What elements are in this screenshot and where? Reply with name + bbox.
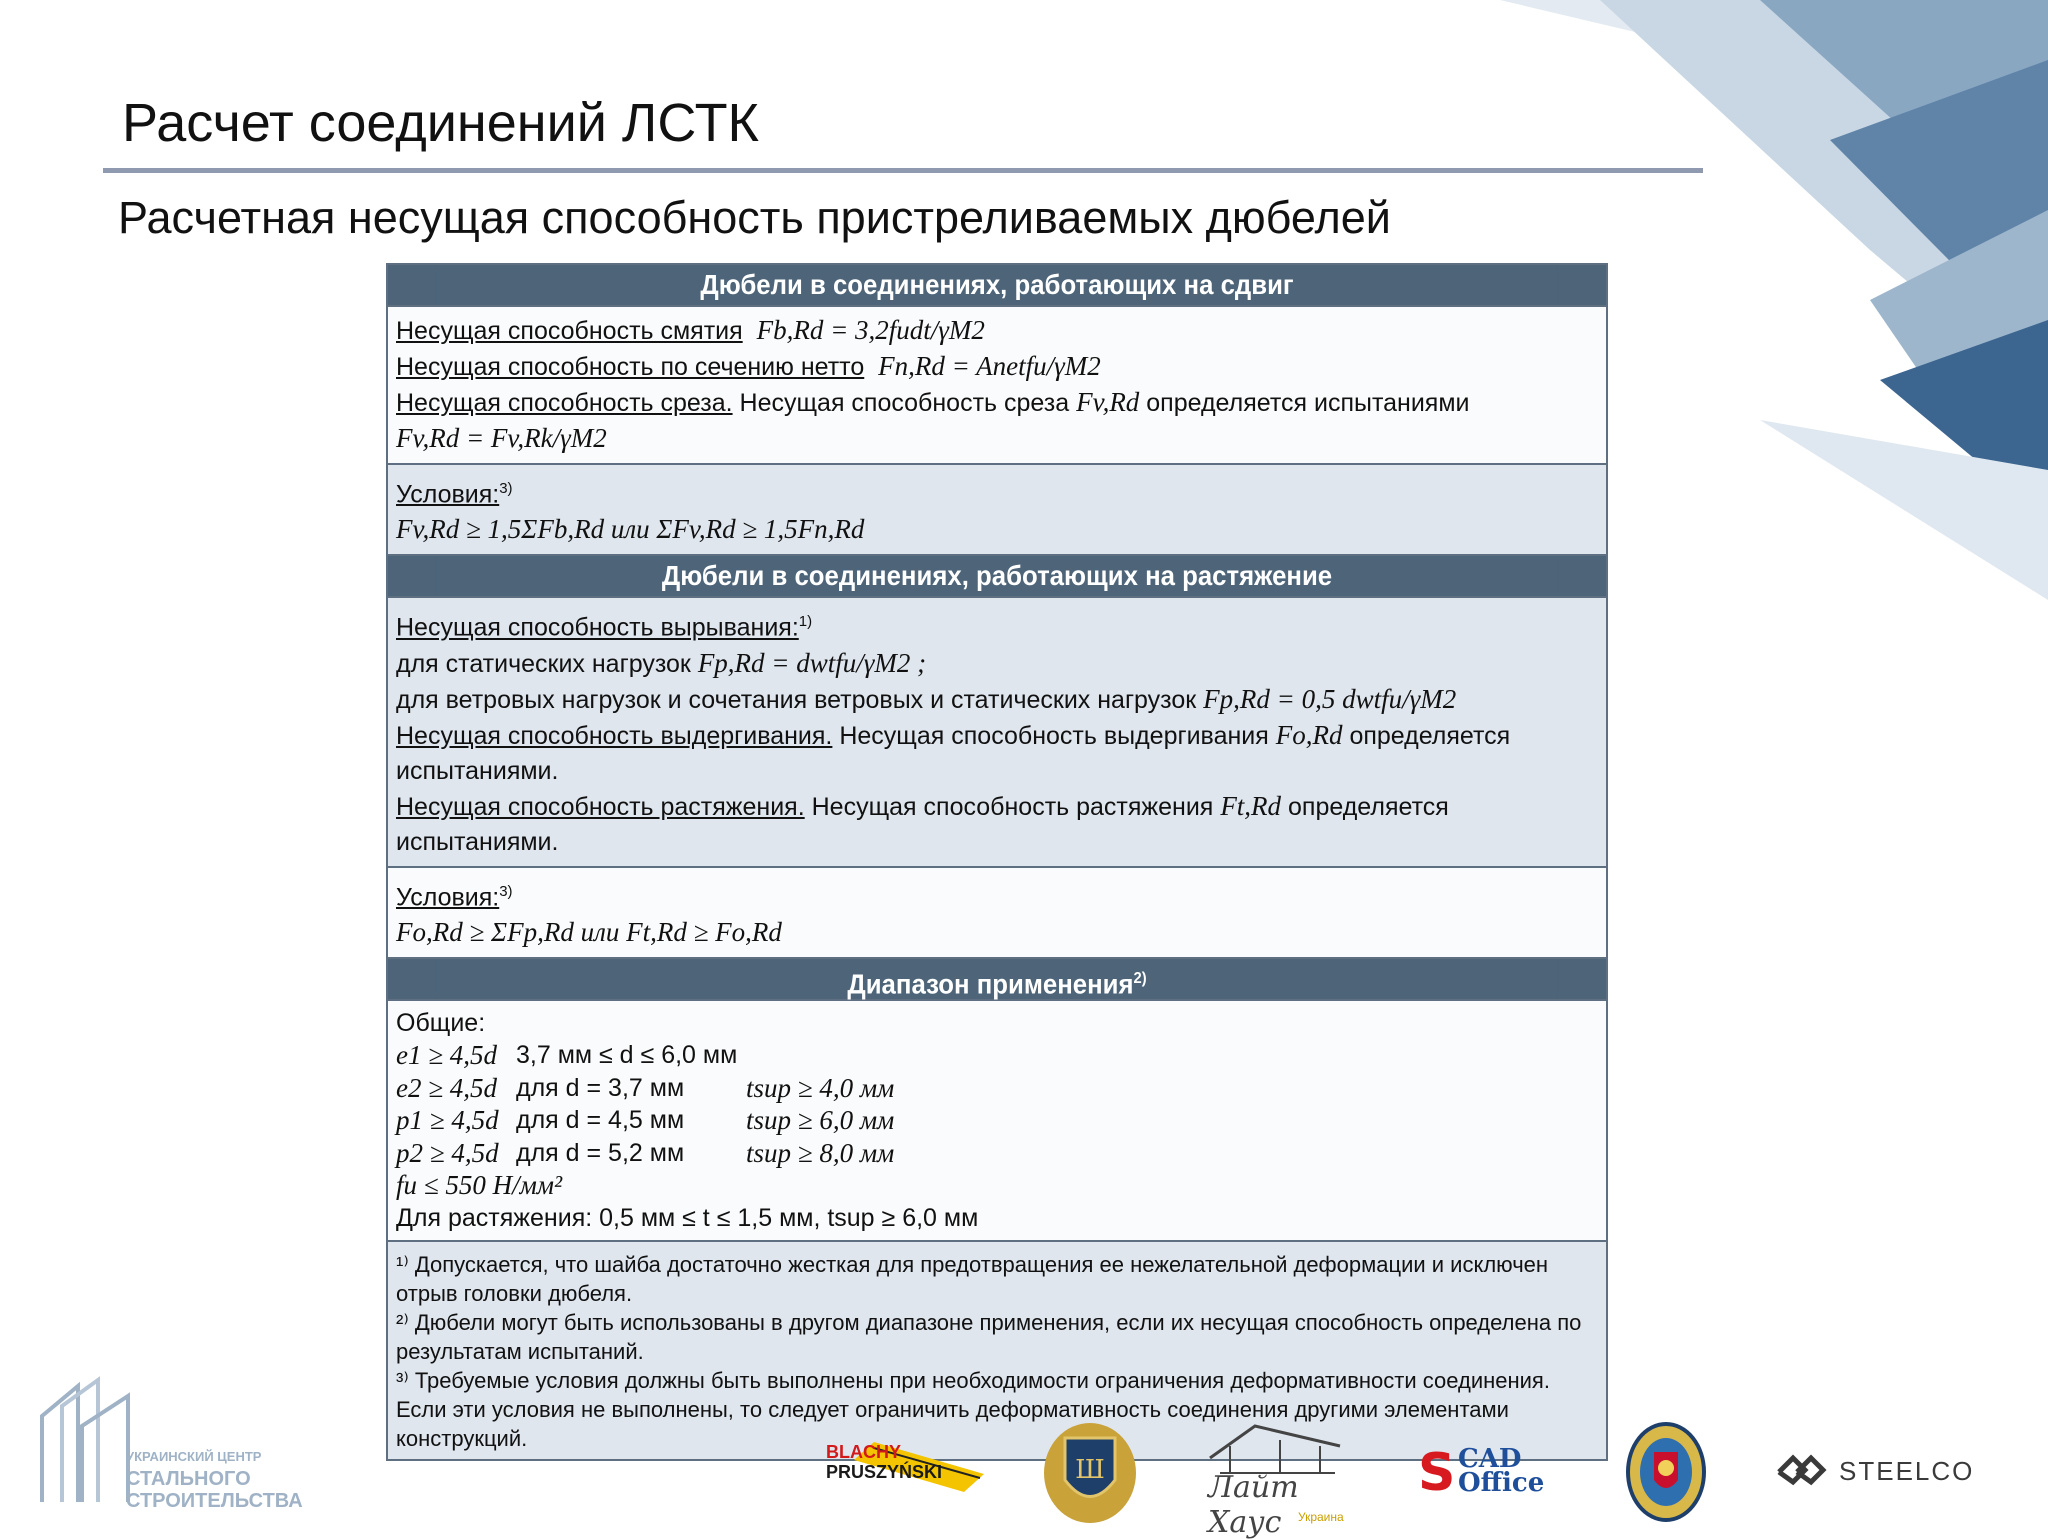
shear-text-a: Несущая способность среза bbox=[739, 389, 1070, 417]
steelco-logo bbox=[1775, 1452, 1975, 1492]
tensile-symbol: Ft,Rd bbox=[1220, 790, 1282, 821]
steelco-text: STEELCO bbox=[1839, 1456, 1975, 1486]
steelco-mark-icon bbox=[1775, 1454, 1827, 1490]
range-cell-a: p2 ≥ 4,5d bbox=[396, 1137, 499, 1168]
tension-conditions-note: 3) bbox=[499, 882, 513, 900]
range-cell-a: e2 ≥ 4,5d bbox=[396, 1072, 498, 1103]
cad-text: CAD bbox=[1458, 1444, 1522, 1474]
tension-conditions-formula: Fo,Rd ≥ ΣFp,Rd или Ft,Rd ≥ Fo,Rd bbox=[396, 916, 782, 947]
range-header-text: Диапазон применения bbox=[847, 968, 1134, 1000]
wind-load-formula: Fp,Rd = 0,5 dwtfu/γM2 bbox=[1203, 683, 1457, 714]
ucsc-logo-icon bbox=[38, 1376, 138, 1506]
tension-header-bar bbox=[388, 554, 1606, 596]
house-icon bbox=[1200, 1418, 1350, 1478]
shear-header-bar bbox=[388, 265, 1606, 305]
range-tension: Для растяжения: 0,5 мм ≤ t ≤ 1,5 мм, tsup ≥ 6,0 мм bbox=[396, 1203, 979, 1232]
pullout-symbol: Fo,Rd bbox=[1275, 719, 1343, 750]
pullthrough-label: Несущая способность вырывания: bbox=[396, 613, 799, 642]
page-title: Расчет соединений ЛСТК bbox=[122, 93, 760, 153]
footnote-1: ¹⁾ Допускается, что шайба достаточно жесткая для предотвращения ее нежелательной деформации и исключен отрыв головки дюбеля. bbox=[396, 1252, 1549, 1307]
range-row bbox=[396, 1104, 1598, 1137]
bearing-label: Несущая способность смятия bbox=[396, 317, 743, 345]
range-cell-b: для d = 3,7 мм bbox=[516, 1073, 685, 1102]
ucsc-line3: СТРОИТЕЛЬСТВА bbox=[126, 1490, 303, 1512]
partner-logos bbox=[800, 1410, 2000, 1540]
static-load-formula: Fp,Rd = dwtfu/γM2 ; bbox=[697, 647, 927, 678]
range-header-note: 2) bbox=[1133, 969, 1147, 987]
shear-capacity-label: Несущая способность среза. bbox=[396, 389, 733, 417]
tension-conditions-label: Условия: bbox=[396, 882, 500, 911]
net-section-label: Несущая способность по сечению нетто bbox=[396, 353, 865, 381]
lait-haus-logo bbox=[1200, 1418, 1350, 1540]
range-row bbox=[396, 1137, 1598, 1170]
wind-load-text: для ветровых нагрузок и сочетания ветровых и статических нагрузок bbox=[396, 685, 1197, 714]
ucsc-line2: СТАЛЬНОГО bbox=[126, 1468, 251, 1490]
cad-office-logo bbox=[1418, 1444, 1558, 1504]
tension-formulas bbox=[388, 596, 1606, 865]
range-cell-b: для d = 4,5 мм bbox=[516, 1106, 685, 1135]
blachy-line2: PRUSZYŃSKI bbox=[826, 1462, 943, 1482]
cad-office-s-icon bbox=[1418, 1446, 1458, 1496]
range-cell-c: tsup ≥ 4,0 мм bbox=[746, 1072, 895, 1103]
shear-formula: Fv,Rd = Fv,Rk/γM2 bbox=[396, 423, 607, 453]
range-row bbox=[396, 1072, 1598, 1105]
pullout-text-a: Несущая способность выдергивания bbox=[839, 721, 1269, 750]
svg-text:Ш: Ш bbox=[1075, 1455, 1105, 1485]
tensile-text-a: Несущая способность растяжения bbox=[811, 792, 1214, 821]
footnote-3: ³⁾ Требуемые условия должны быть выполнены при необходимости ограничения деформативности соединения. Если эти условия не выполнены, то следует ограничить деформативность соединения другими элементами конструкций. bbox=[396, 1368, 1550, 1452]
range-cell-c: tsup ≥ 8,0 мм bbox=[746, 1137, 895, 1168]
lait-haus-subtext: Украина bbox=[1298, 1510, 1344, 1524]
range-cell-a: p1 ≥ 4,5d bbox=[396, 1105, 499, 1136]
page-subtitle: Расчетная несущая способность пристреливаемых дюбелей bbox=[118, 192, 1391, 243]
ucsc-logo-text bbox=[126, 1446, 303, 1512]
range-header bbox=[437, 959, 1558, 999]
shear-formulas bbox=[388, 305, 1606, 463]
shear-symbol: Fv,Rd bbox=[1076, 387, 1140, 417]
blachy-line1: BLACHY bbox=[826, 1442, 901, 1462]
shear-conditions-label: Условия: bbox=[396, 480, 500, 509]
tension-header: Дюбели в соединениях, работающих на растяжение bbox=[437, 556, 1558, 596]
university-crest-icon bbox=[1040, 1418, 1140, 1528]
shear-conditions-formula: Fv,Rd ≥ 1,5ΣFb,Rd или ΣFv,Rd ≥ 1,5Fn,Rd bbox=[396, 514, 865, 545]
range-general: Общие: bbox=[396, 1008, 486, 1037]
bearing-formula: Fb,Rd = 3,2fudt/γM2 bbox=[756, 315, 985, 345]
tension-conditions bbox=[388, 866, 1606, 957]
shear-conditions bbox=[388, 463, 1606, 554]
range-cell-b: для d = 5,2 мм bbox=[516, 1138, 685, 1167]
pullout-label: Несущая способность выдергивания. bbox=[396, 721, 833, 750]
pullthrough-note: 1) bbox=[798, 613, 813, 631]
range-row bbox=[396, 1039, 1598, 1072]
blachy-logo bbox=[814, 1442, 984, 1492]
title-divider bbox=[103, 168, 1703, 173]
shear-text-c: определяется испытаниями bbox=[1146, 389, 1470, 417]
tensile-label: Несущая способность растяжения. bbox=[396, 792, 805, 821]
regional-emblem-icon bbox=[1626, 1422, 1706, 1522]
pullout-text-d: испытаниями. bbox=[396, 756, 559, 785]
shear-header: Дюбели в соединениях, работающих на сдвиг bbox=[437, 265, 1558, 305]
pullout-text-c: определяется bbox=[1349, 721, 1511, 750]
shear-conditions-note: 3) bbox=[499, 480, 513, 497]
static-load-text: для статических нагрузок bbox=[396, 649, 691, 678]
lait-haus-text: Лайт Хаус bbox=[1208, 1470, 1299, 1540]
range-rows bbox=[396, 1039, 1598, 1169]
range-cell-c: tsup ≥ 6,0 мм bbox=[746, 1105, 895, 1136]
office-text: Office bbox=[1458, 1468, 1545, 1498]
range-content bbox=[388, 999, 1606, 1241]
net-section-formula: Fn,Rd = Anetfu/γM2 bbox=[878, 351, 1101, 381]
svg-text:S: S bbox=[1418, 1446, 1456, 1496]
range-fu: fu ≤ 550 Н/мм² bbox=[396, 1170, 563, 1201]
tensile-text-c: определяется испытаниями. bbox=[396, 792, 1449, 856]
dowel-capacity-table bbox=[386, 263, 1608, 1461]
range-header-bar bbox=[388, 957, 1606, 999]
ucsc-line1: УКРАИНСКИЙ ЦЕНТР bbox=[126, 1449, 262, 1464]
range-cell-a: e1 ≥ 4,5d bbox=[396, 1040, 498, 1071]
range-cell-b: 3,7 мм ≤ d ≤ 6,0 мм bbox=[516, 1041, 738, 1070]
footnote-2: ²⁾ Дюбели могут быть использованы в другом диапазоне применения, если их несущая способность определена по результатам испытаний. bbox=[396, 1310, 1582, 1365]
